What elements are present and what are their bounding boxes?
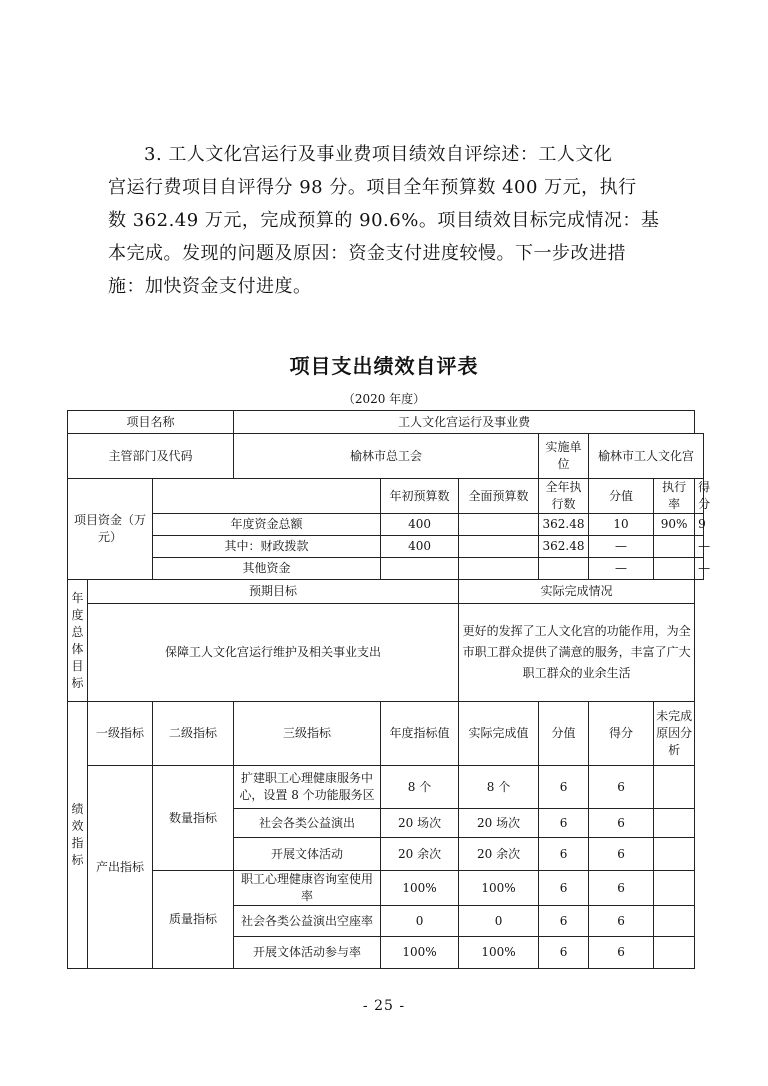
summary-line: 宫运行费项目自评得分 98 分。项目全年预算数 400 万元，执行 [108,177,637,198]
got-value: 6 [589,766,654,809]
perf-header: 得分 [589,702,654,766]
level3-indicator: 社会各类公益演出 [234,809,381,838]
summary-paragraph [108,138,686,303]
perf-header: 二级指标 [153,702,234,766]
funds-row-label: 其他资金 [153,558,381,580]
level3-indicator: 开展文体活动参与率 [234,937,381,969]
goal-actual-text: 更好的发挥了工人文化宫的功能作用，为全市职工群众提供了满意的服务，丰富了广大职工群众的业余生活 [459,604,695,702]
got-value: 6 [589,906,654,937]
funds-header: 分值 [589,479,654,514]
project-name-value: 工人文化宫运行及事业费 [234,411,695,434]
table-subtitle: （2020 年度） [342,392,426,406]
evaluation-table [67,410,711,969]
target-value: 20 余次 [381,838,459,871]
target-value: 100% [381,937,459,969]
level2-indicator: 质量指标 [153,871,234,969]
funds-cell: — [695,558,704,580]
target-value: 8 个 [381,766,459,809]
actual-value: 100% [459,871,539,906]
perf-header: 三级指标 [234,702,381,766]
funds-cell [654,536,695,558]
summary-line: 数 362.49 万元，完成预算的 90.6%。项目绩效目标完成情况：基 [108,210,660,231]
actual-value: 0 [459,906,539,937]
goal-expected-text: 保障工人文化宫运行维护及相关事业支出 [88,604,459,702]
table-title: 项目支出绩效自评表 [289,354,479,378]
reason-value [654,838,695,871]
funds-cell [459,514,539,536]
actual-value: 8 个 [459,766,539,809]
target-value: 100% [381,871,459,906]
reason-value [654,937,695,969]
funds-cell [459,536,539,558]
actual-value: 100% [459,937,539,969]
funds-cell: — [589,536,654,558]
level3-indicator: 社会各类公益演出空座率 [234,906,381,937]
perf-header: 未完成原因分析 [654,702,695,766]
score-value: 6 [539,766,589,809]
funds-cell: 362.48 [539,514,589,536]
reason-value [654,766,695,809]
level3-indicator: 职工心理健康咨询室使用率 [234,871,381,906]
annual-goal-label: 年度总体目标 [68,580,88,702]
got-value: 6 [589,937,654,969]
got-value: 6 [589,809,654,838]
perf-header: 年度指标值 [381,702,459,766]
funds-cell: 362.48 [539,536,589,558]
funds-header: 得分 [695,479,704,514]
page-number: - 25 - [362,998,406,1014]
level3-indicator: 扩建职工心理健康服务中心，设置 8 个功能服务区 [234,766,381,809]
funds-header: 全面预算数 [459,479,539,514]
funds-header: 年初预算数 [381,479,459,514]
goal-actual-header: 实际完成情况 [459,580,695,604]
target-value: 0 [381,906,459,937]
perf-header: 分值 [539,702,589,766]
funds-cell [539,558,589,580]
funds-cell [381,558,459,580]
funds-cell: — [589,558,654,580]
score-value: 6 [539,871,589,906]
score-value: 6 [539,838,589,871]
funds-cell [654,558,695,580]
got-value: 6 [589,871,654,906]
target-value: 20 场次 [381,809,459,838]
reason-value [654,871,695,906]
reason-value [654,809,695,838]
perf-indicators-label: 绩效指标 [68,702,88,969]
funds-row-label: 年度资金总额 [153,514,381,536]
funds-row-label: 其中：财政拨款 [153,536,381,558]
funds-label: 项目资金（万元） [68,479,153,580]
dept-label: 主管部门及代码 [68,434,234,479]
funds-header: 执行率 [654,479,695,514]
goal-expected-header: 预期目标 [88,580,459,604]
impl-unit-label: 实施单位 [539,434,589,479]
score-value: 6 [539,906,589,937]
funds-header: 全年执行数 [539,479,589,514]
funds-cell: 400 [381,536,459,558]
perf-header: 实际完成值 [459,702,539,766]
funds-cell: — [695,536,704,558]
perf-header: 一级指标 [88,702,153,766]
funds-cell: 9 [695,514,704,536]
funds-cell: 90% [654,514,695,536]
level2-indicator: 数量指标 [153,766,234,871]
actual-value: 20 场次 [459,809,539,838]
summary-line: 本完成。发现的问题及原因：资金支付进度较慢。下一步改进措 [108,243,626,264]
impl-unit-value: 榆林市工人文化宫 [589,434,704,479]
project-name-label: 项目名称 [68,411,234,434]
level3-indicator: 开展文体活动 [234,838,381,871]
got-value: 6 [589,838,654,871]
funds-cell [459,558,539,580]
dept-value: 榆林市总工会 [234,434,539,479]
funds-cell: 10 [589,514,654,536]
summary-line: 施：加快资金支付进度。 [108,276,312,297]
level1-indicator: 产出指标 [88,766,153,969]
summary-line: 3. 工人文化宫运行及事业费项目绩效自评综述：工人文化 [144,144,613,165]
score-value: 6 [539,937,589,969]
actual-value: 20 余次 [459,838,539,871]
funds-header-blank [153,479,381,514]
reason-value [654,906,695,937]
score-value: 6 [539,809,589,838]
funds-cell: 400 [381,514,459,536]
